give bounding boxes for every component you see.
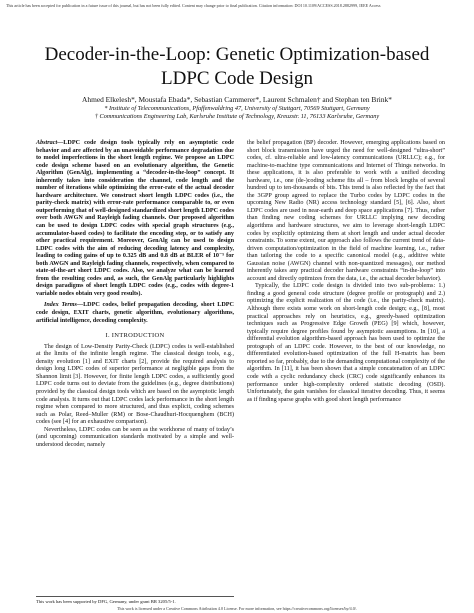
affiliation-2: † Communications Engineering Lab, Karlsruhe Institute of Technology, Kreuzstr. 11, 76133 Karlsruhe, Germany	[94, 113, 380, 120]
left-column	[36, 140, 234, 449]
license-notice: This work is licensed under a Creative Commons Attribution 4.0 License. For more information, see https://creativecommons.org/licenses/by/4.0/.	[117, 606, 357, 611]
title-line-2: LDPC Code Design	[161, 68, 313, 89]
right-paragraph-2: Typically, the LDPC code design is divided into two sub-problems: 1.) finding a good general code structure (degree profile or protograph) and 2.) optimizing the explicit realization of the code (i.e., the parity-check matrix). Although there exists some work on short-length code design; e.g., [8], most practical approaches rely on heuristics, e.g., greedy-based optimization techniques such as Progressive Edge Growth (PEG) [9] which, however, typically require degree profiles found by asymptotic assumptions. In [10], a differential evolution algorithm-based approach has been used to optimize the protograph of an LDPC code. However, to the best of our knowledge, no differentiated evolution-based optimization of the full H-matrix has been reported so far, probably, due to the demanding computational complexity of the algorithm. In [11], it has been shown that a simple concatenation of an LDPC code with a cyclic redundancy check (CRC) code significantly enhances its performance under high-complexity ordered statistic decoding (OSD). Unfortunately, the gain vanishes for classical iterative decoding. Thus, it seems as if finding sparse graphs with good short length performance	[247, 283, 445, 403]
abstract	[36, 140, 234, 298]
paper-title	[20, 43, 454, 91]
index-terms-text: —LDPC codes, belief propagation decoding, short LDPC code design, EXIT charts, genetic algorithm, evolutionary algorithms, artificial intelligence, decoding complexity.	[36, 302, 234, 324]
title-line-1: Decoder-in-the-Loop: Genetic Optimization-based	[44, 44, 430, 65]
index-terms-lead: Index Terms	[44, 302, 77, 309]
intro-paragraph-2: Nevertheless, LDPC codes can be seen as the workhorse of many of today’s (and upcoming) communication standards motivated by a simple and well-understood decoder, namely	[36, 426, 234, 448]
right-column	[247, 140, 445, 404]
abstract-text: —LDPC code design tools typically rely on asymptotic code behavior and are affected by an unavoidable performance degradation due to model imperfections in the short length regime. We propose an LDPC code design scheme based on an evolutionary algorithm, the Genetic Algorithm (GenAlg), implementing a “decoder-in-the-loop” concept. It inherently takes into consideration the channel, code length and the number of iterations while optimizing the error-rate of the actual decoder hardware architecture. We construct short length LDPC codes (i.e., the parity-check matrix) with error-rate performance comparable to, or even outperforming that of well-designed standardized short length LDPC codes over both AWGN and Rayleigh fading channels. Our proposed algorithm can be used to design LDPC codes with special graph structures (e.g., accumulator-based codes) to facilitate the encoding step, or to satisfy any other practical requirement. Moreover, GenAlg can be used to design LDPC codes with the aim of reducing decoding latency and complexity, leading to coding gains of up to 0.325 dB and 0.8 dB at BLER of 10⁻⁵ for both AWGN and Rayleigh fading channels, respectively, when compared to state-of-the-art short LDPC codes. Also, we analyze what can be learned from the resulting codes and, as such, the GenAlg particularly highlights design paradigms of short length LDPC codes (e.g., codes with degree-1 variable nodes obtain very good results).	[36, 140, 234, 297]
intro-paragraph-1: The design of Low-Density Parity-Check (LDPC) codes is well-established at the limits of the infinite length regime. The classical design tools, e.g., density evolution [1] and EXIT charts [2], provide the required analysis to design long LDPC codes of superior performance at negligible gaps from the Shannon limit [3]. However, for finite length LDPC codes, a sufficiently good LDPC code turns out to deviate from the guidelines (e.g., degree distributions) provided by the classical design tools which are based on the asymptotic length code analysis. It turns out that LDPC codes lack performance in the short length regime when compared to more structured, and thus explicit, coding schemes such as Polar, Reed–Muller (RM) or Bose-Chaudhuri-Hocquenghem (BCH) codes (see [4] for an exhaustive comparison).	[36, 343, 234, 426]
index-terms	[36, 302, 234, 325]
author-list: Ahmed Elkelesh*, Moustafa Ebada*, Sebastian Cammerer*, Laurent Schmalen† and Stephan ten Brink*	[82, 95, 392, 104]
right-paragraph-1: the belief propagation (BP) decoder. However, emerging applications based on short block transmission have urged the need for well-designed “ultra-short” codes, cf. ultra-reliable and low-latency communications (URLLC); e.g., for machine-to-machine type communications and Internet of Things networks. In these applications, it is also preferable to work with a unified decoding hardware, i.e., one (de-)coding scheme fits all – from block lengths of several hundred up to ten-thousands of bits. This trend is also reflected by the fact that the 3GPP group agreed to replace the Turbo codes by LDPC codes in the upcoming New Radio (NR) access technology standard [5], [6]. Also, short LDPC codes are used in near-earth and deep space applications [7]. Thus, rather than finding new coding schemes for URLLC implying new decoding algorithms and hardware structures, we aim to leverage short-length LDPC codes by explicitly optimizing them at short length and under actual decoder constraints. To some extent, our approach also follows the current trend of data-driven computation/optimization in the field of machine learning, i.e., rather than tailoring the code to a specific canonical model (e.g., additive white Gaussian noise (AWGN) channel with non-quantized messages), our method inherently takes any practical decoder hardware constraints “in-the-loop” into account and directly optimizes from the data, i.e., the actual decoder behavior).	[247, 140, 445, 282]
abstract-lead: Abstract	[36, 140, 58, 146]
funding-footnote: This work has been supported by DFG, Germany, under grant BR 3205/5-1.	[36, 596, 234, 604]
affiliation-1: * Institute of Telecommunications, Pfaffenwaldring 47, University of Stuttgart, 70569 Stuttgart, Germany	[104, 105, 370, 112]
publication-notice: This article has been accepted for publication in a future issue of this journal, but has not been fully edited. Content may change prior to final publication. Citation information: DOI 10.1109/ACCESS.2018.2882999, IEEE Access	[6, 3, 381, 8]
section-heading: I. INTRODUCTION	[105, 332, 165, 340]
